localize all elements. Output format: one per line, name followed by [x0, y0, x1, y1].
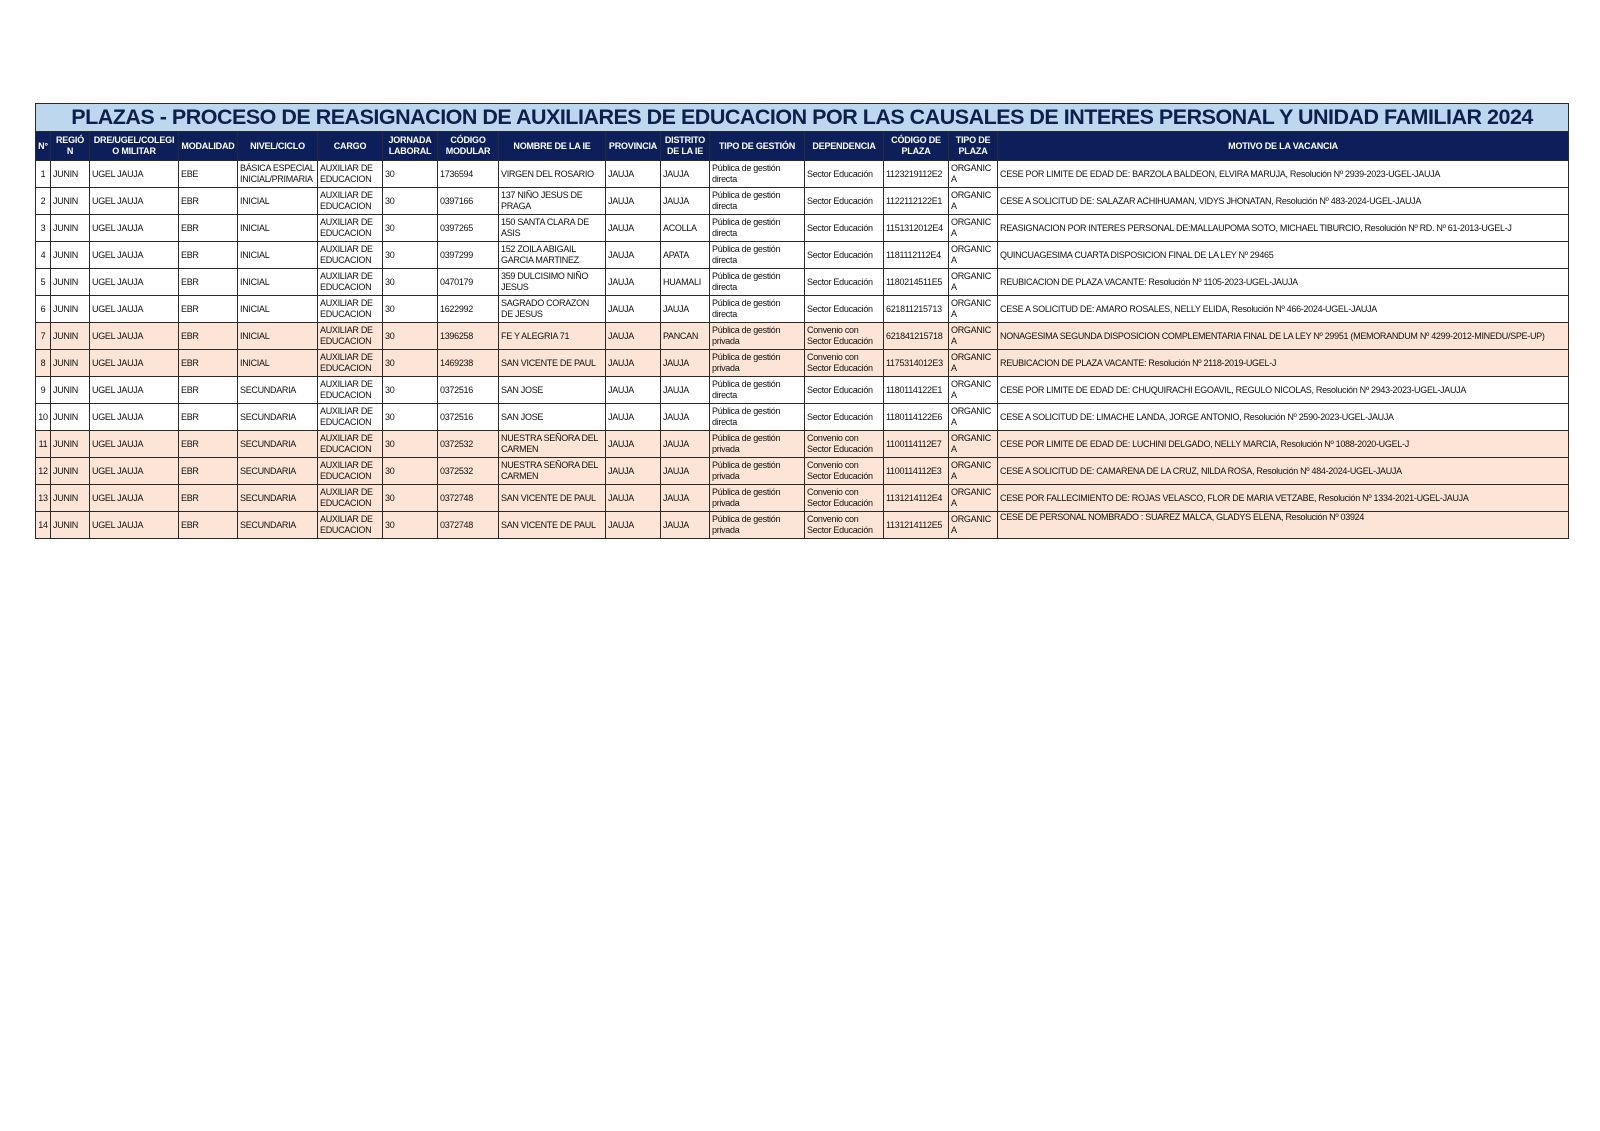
col-dependencia-cell: Convenio con Sector Educación: [805, 458, 884, 485]
table-row: [36, 350, 1569, 377]
col-numero-cell: 13: [36, 485, 51, 512]
col-codigo-plaza-header: CÓDIGO DE PLAZA: [884, 132, 949, 161]
col-codigo-plaza-cell: 1131214112E5: [884, 512, 949, 539]
table-title-text: PLAZAS - PROCESO DE REASIGNACION DE AUXILIARES DE EDUCACION POR LAS CAUSALES DE INTERES PERSONAL Y UNIDAD FAMILIAR 2024: [71, 105, 1533, 129]
table-row: [36, 161, 1569, 188]
col-distrito-cell: JAUJA: [661, 485, 710, 512]
col-ugel-cell: UGEL JAUJA: [90, 431, 179, 458]
col-codigo-modular-cell: 0372532: [438, 431, 499, 458]
col-provincia-header: PROVINCIA: [606, 132, 661, 161]
col-codigo-modular-cell: 0397166: [438, 188, 499, 215]
col-region-cell: JUNIN: [51, 161, 90, 188]
col-cargo-cell: AUXILIAR DE EDUCACION: [318, 161, 383, 188]
col-dependencia-header: DEPENDENCIA: [805, 132, 884, 161]
col-cargo-cell: AUXILIAR DE EDUCACION: [318, 350, 383, 377]
col-provincia-cell: JAUJA: [606, 404, 661, 431]
col-motivo-cell: CESE POR LIMITE DE EDAD DE: BARZOLA BALDEON, ELVIRA MARUJA, Resolución Nº 2939-2023-UGEL-JAUJA: [998, 161, 1569, 188]
col-region-cell: JUNIN: [51, 188, 90, 215]
col-codigo-modular-cell: 0470179: [438, 269, 499, 296]
col-numero-cell: 5: [36, 269, 51, 296]
col-tipo-plaza-cell: ORGANICA: [949, 350, 998, 377]
col-motivo-header: MOTIVO DE LA VACANCIA: [998, 132, 1569, 161]
col-numero-header: N°: [36, 132, 51, 161]
col-modalidad-cell: EBR: [179, 458, 238, 485]
col-distrito-cell: JAUJA: [661, 431, 710, 458]
col-modalidad-cell: EBR: [179, 404, 238, 431]
col-codigo-modular-cell: 1469238: [438, 350, 499, 377]
col-ugel-cell: UGEL JAUJA: [90, 296, 179, 323]
col-cargo-cell: AUXILIAR DE EDUCACION: [318, 215, 383, 242]
col-region-cell: JUNIN: [51, 512, 90, 539]
col-tipo-gestion-cell: Pública de gestión directa: [710, 269, 805, 296]
col-motivo-cell: CESE A SOLICITUD DE: CAMARENA DE LA CRUZ, NILDA ROSA, Resolución Nº 484-2024-UGEL-JAUJA: [998, 458, 1569, 485]
col-ugel-header: DRE/UGEL/COLEGIO MILITAR: [90, 132, 179, 161]
col-nombre-ie-cell: SAN JOSE: [499, 404, 606, 431]
col-motivo-cell: QUINCUAGESIMA CUARTA DISPOSICION FINAL DE LA LEY Nº 29465: [998, 242, 1569, 269]
col-tipo-plaza-cell: ORGANICA: [949, 161, 998, 188]
col-tipo-gestion-cell: Pública de gestión privada: [710, 458, 805, 485]
col-region-header: REGIÓN: [51, 132, 90, 161]
col-tipo-plaza-cell: ORGANICA: [949, 377, 998, 404]
col-provincia-cell: JAUJA: [606, 161, 661, 188]
col-modalidad-cell: EBR: [179, 188, 238, 215]
col-distrito-cell: JAUJA: [661, 512, 710, 539]
col-codigo-modular-cell: 1622992: [438, 296, 499, 323]
col-modalidad-cell: EBR: [179, 377, 238, 404]
col-tipo-gestion-cell: Pública de gestión directa: [710, 404, 805, 431]
col-nivel-cell: INICIAL: [238, 350, 318, 377]
col-tipo-plaza-header: TIPO DE PLAZA: [949, 132, 998, 161]
col-dependencia-cell: Sector Educación: [805, 215, 884, 242]
col-nombre-ie-cell: SAN VICENTE DE PAUL: [499, 350, 606, 377]
col-cargo-cell: AUXILIAR DE EDUCACION: [318, 404, 383, 431]
col-numero-cell: 14: [36, 512, 51, 539]
col-jornada-cell: 30: [383, 296, 438, 323]
col-nombre-ie-cell: 150 SANTA CLARA DE ASIS: [499, 215, 606, 242]
col-nombre-ie-cell: SAN VICENTE DE PAUL: [499, 485, 606, 512]
col-distrito-cell: JAUJA: [661, 296, 710, 323]
col-nivel-cell: SECUNDARIA: [238, 431, 318, 458]
col-codigo-plaza-cell: 1181112112E4: [884, 242, 949, 269]
col-codigo-plaza-cell: 1180114122E1: [884, 377, 949, 404]
col-nivel-cell: INICIAL: [238, 188, 318, 215]
col-provincia-cell: JAUJA: [606, 350, 661, 377]
col-motivo-cell: CESE POR LIMITE DE EDAD DE: LUCHINI DELGADO, NELLY MARCIA, Resolución Nº 1088-2020-UGEL-J: [998, 431, 1569, 458]
table-row: [36, 188, 1569, 215]
col-numero-cell: 8: [36, 350, 51, 377]
col-motivo-cell: REUBICACION DE PLAZA VACANTE: Resolución Nº 1105-2023-UGEL-JAUJA: [998, 269, 1569, 296]
col-provincia-cell: JAUJA: [606, 269, 661, 296]
col-numero-cell: 3: [36, 215, 51, 242]
col-nombre-ie-cell: NUESTRA SEÑORA DEL CARMEN: [499, 458, 606, 485]
col-distrito-cell: JAUJA: [661, 188, 710, 215]
col-provincia-cell: JAUJA: [606, 377, 661, 404]
col-codigo-plaza-cell: 621811215713: [884, 296, 949, 323]
table-title: [36, 104, 1569, 132]
col-cargo-cell: AUXILIAR DE EDUCACION: [318, 485, 383, 512]
col-codigo-plaza-cell: 621841215718: [884, 323, 949, 350]
col-codigo-modular-cell: 0372532: [438, 458, 499, 485]
col-nombre-ie-header: NOMBRE DE LA IE: [499, 132, 606, 161]
col-ugel-cell: UGEL JAUJA: [90, 323, 179, 350]
col-cargo-cell: AUXILIAR DE EDUCACION: [318, 377, 383, 404]
col-tipo-gestion-cell: Pública de gestión directa: [710, 242, 805, 269]
table-row: [36, 242, 1569, 269]
col-ugel-cell: UGEL JAUJA: [90, 458, 179, 485]
col-region-cell: JUNIN: [51, 242, 90, 269]
col-jornada-cell: 30: [383, 404, 438, 431]
col-ugel-cell: UGEL JAUJA: [90, 242, 179, 269]
col-modalidad-cell: EBR: [179, 350, 238, 377]
col-tipo-gestion-cell: Pública de gestión directa: [710, 377, 805, 404]
col-nivel-cell: INICIAL: [238, 215, 318, 242]
col-nombre-ie-cell: VIRGEN DEL ROSARIO: [499, 161, 606, 188]
col-codigo-plaza-cell: 1180214511E5: [884, 269, 949, 296]
col-tipo-gestion-cell: Pública de gestión directa: [710, 188, 805, 215]
col-dependencia-cell: Sector Educación: [805, 161, 884, 188]
col-modalidad-header: MODALIDAD: [179, 132, 238, 161]
col-modalidad-cell: EBR: [179, 215, 238, 242]
col-modalidad-cell: EBE: [179, 161, 238, 188]
col-nivel-cell: INICIAL: [238, 296, 318, 323]
col-numero-cell: 7: [36, 323, 51, 350]
col-ugel-cell: UGEL JAUJA: [90, 404, 179, 431]
col-jornada-cell: 30: [383, 431, 438, 458]
col-codigo-modular-cell: 0397265: [438, 215, 499, 242]
col-provincia-cell: JAUJA: [606, 296, 661, 323]
col-tipo-gestion-cell: Pública de gestión directa: [710, 296, 805, 323]
col-codigo-modular-header: CÓDIGO MODULAR: [438, 132, 499, 161]
col-cargo-cell: AUXILIAR DE EDUCACION: [318, 458, 383, 485]
col-provincia-cell: JAUJA: [606, 188, 661, 215]
col-nivel-cell: INICIAL: [238, 323, 318, 350]
col-nivel-cell: INICIAL: [238, 269, 318, 296]
col-distrito-cell: APATA: [661, 242, 710, 269]
col-codigo-plaza-cell: 1100114112E7: [884, 431, 949, 458]
col-tipo-gestion-cell: Pública de gestión privada: [710, 485, 805, 512]
col-cargo-cell: AUXILIAR DE EDUCACION: [318, 512, 383, 539]
col-cargo-cell: AUXILIAR DE EDUCACION: [318, 242, 383, 269]
col-modalidad-cell: EBR: [179, 512, 238, 539]
table-row: [36, 296, 1569, 323]
col-tipo-gestion-cell: Pública de gestión privada: [710, 431, 805, 458]
col-distrito-cell: JAUJA: [661, 350, 710, 377]
col-nombre-ie-cell: SAN JOSE: [499, 377, 606, 404]
col-provincia-cell: JAUJA: [606, 431, 661, 458]
col-jornada-header: JORNADA LABORAL: [383, 132, 438, 161]
col-jornada-cell: 30: [383, 269, 438, 296]
col-jornada-cell: 30: [383, 458, 438, 485]
table-row: [36, 512, 1569, 539]
col-codigo-plaza-cell: 1131214112E4: [884, 485, 949, 512]
col-tipo-plaza-cell: ORGANICA: [949, 431, 998, 458]
col-region-cell: JUNIN: [51, 377, 90, 404]
col-codigo-modular-cell: 1736594: [438, 161, 499, 188]
col-tipo-plaza-cell: ORGANICA: [949, 269, 998, 296]
col-distrito-cell: JAUJA: [661, 377, 710, 404]
col-tipo-plaza-cell: ORGANICA: [949, 323, 998, 350]
col-cargo-cell: AUXILIAR DE EDUCACION: [318, 431, 383, 458]
col-jornada-cell: 30: [383, 512, 438, 539]
col-motivo-cell: CESE POR LIMITE DE EDAD DE: CHUQUIRACHI EGOAVIL, REGULO NICOLAS, Resolución Nº 2943-2023-UGEL-JAUJA: [998, 377, 1569, 404]
col-jornada-cell: 30: [383, 188, 438, 215]
col-region-cell: JUNIN: [51, 458, 90, 485]
col-distrito-cell: HUAMALI: [661, 269, 710, 296]
col-modalidad-cell: EBR: [179, 296, 238, 323]
col-cargo-cell: AUXILIAR DE EDUCACION: [318, 188, 383, 215]
col-ugel-cell: UGEL JAUJA: [90, 512, 179, 539]
col-distrito-cell: JAUJA: [661, 458, 710, 485]
col-ugel-cell: UGEL JAUJA: [90, 485, 179, 512]
col-codigo-plaza-cell: 1122112122E1: [884, 188, 949, 215]
col-region-cell: JUNIN: [51, 269, 90, 296]
col-tipo-gestion-cell: Pública de gestión privada: [710, 350, 805, 377]
col-cargo-cell: AUXILIAR DE EDUCACION: [318, 269, 383, 296]
col-nombre-ie-cell: SAGRADO CORAZON DE JESUS: [499, 296, 606, 323]
col-nivel-cell: SECUNDARIA: [238, 512, 318, 539]
col-tipo-plaza-cell: ORGANICA: [949, 512, 998, 539]
col-region-cell: JUNIN: [51, 404, 90, 431]
col-tipo-gestion-cell: Pública de gestión directa: [710, 215, 805, 242]
col-codigo-plaza-cell: 1100114112E3: [884, 458, 949, 485]
col-dependencia-cell: Convenio con Sector Educación: [805, 323, 884, 350]
col-nivel-cell: INICIAL: [238, 242, 318, 269]
col-motivo-cell: NONAGESIMA SEGUNDA DISPOSICION COMPLEMENTARIA FINAL DE LA LEY Nº 29951 (MEMORANDUM Nº 4299-2012-MINEDU/SPE-UP): [998, 323, 1569, 350]
col-distrito-cell: JAUJA: [661, 161, 710, 188]
col-nombre-ie-cell: FE Y ALEGRIA 71: [499, 323, 606, 350]
col-numero-cell: 10: [36, 404, 51, 431]
col-tipo-plaza-cell: ORGANICA: [949, 404, 998, 431]
col-cargo-header: CARGO: [318, 132, 383, 161]
col-codigo-modular-cell: 0372748: [438, 485, 499, 512]
header-row: [36, 132, 1569, 161]
table-row: [36, 404, 1569, 431]
col-tipo-plaza-cell: ORGANICA: [949, 485, 998, 512]
col-nivel-cell: BÁSICA ESPECIAL INICIAL/PRIMARIA: [238, 161, 318, 188]
col-jornada-cell: 30: [383, 242, 438, 269]
col-dependencia-cell: Sector Educación: [805, 242, 884, 269]
col-region-cell: JUNIN: [51, 323, 90, 350]
table-row: [36, 485, 1569, 512]
col-distrito-cell: PANCAN: [661, 323, 710, 350]
col-codigo-plaza-cell: 1151312012E4: [884, 215, 949, 242]
col-tipo-gestion-cell: Pública de gestión directa: [710, 161, 805, 188]
col-provincia-cell: JAUJA: [606, 242, 661, 269]
col-dependencia-cell: Sector Educación: [805, 188, 884, 215]
col-motivo-cell: REUBICACION DE PLAZA VACANTE: Resolución Nº 2118-2019-UGEL-J: [998, 350, 1569, 377]
col-jornada-cell: 30: [383, 350, 438, 377]
col-provincia-cell: JAUJA: [606, 512, 661, 539]
col-region-cell: JUNIN: [51, 431, 90, 458]
table-row: [36, 269, 1569, 296]
plazas-table: [35, 103, 1569, 539]
col-provincia-cell: JAUJA: [606, 458, 661, 485]
col-nivel-cell: SECUNDARIA: [238, 404, 318, 431]
col-ugel-cell: UGEL JAUJA: [90, 377, 179, 404]
col-motivo-cell: CESE DE PERSONAL NOMBRADO : SUAREZ MALCA, GLADYS ELENA, Resolución Nº 03924: [998, 512, 1569, 539]
col-cargo-cell: AUXILIAR DE EDUCACION: [318, 296, 383, 323]
col-jornada-cell: 30: [383, 161, 438, 188]
col-nombre-ie-cell: 152 ZOILA ABIGAIL GARCIA MARTINEZ: [499, 242, 606, 269]
col-nivel-cell: SECUNDARIA: [238, 485, 318, 512]
col-jornada-cell: 30: [383, 485, 438, 512]
col-tipo-plaza-cell: ORGANICA: [949, 458, 998, 485]
col-numero-cell: 2: [36, 188, 51, 215]
col-modalidad-cell: EBR: [179, 242, 238, 269]
col-modalidad-cell: EBR: [179, 269, 238, 296]
col-numero-cell: 11: [36, 431, 51, 458]
table-body: [36, 161, 1569, 539]
col-distrito-cell: ACOLLA: [661, 215, 710, 242]
col-nivel-header: NIVEL/CICLO: [238, 132, 318, 161]
col-motivo-cell: CESE POR FALLECIMIENTO DE: ROJAS VELASCO, FLOR DE MARIA VETZABE, Resolución Nº 1334-2021-UGEL-JAUJA: [998, 485, 1569, 512]
col-provincia-cell: JAUJA: [606, 323, 661, 350]
col-nombre-ie-cell: 359 DULCISIMO NIÑO JESUS: [499, 269, 606, 296]
col-jornada-cell: 30: [383, 377, 438, 404]
col-provincia-cell: JAUJA: [606, 215, 661, 242]
col-tipo-plaza-cell: ORGANICA: [949, 188, 998, 215]
table-row: [36, 215, 1569, 242]
col-tipo-plaza-cell: ORGANICA: [949, 242, 998, 269]
col-motivo-cell: CESE A SOLICITUD DE: AMARO ROSALES, NELLY ELIDA, Resolución Nº 466-2024-UGEL-JAUJA: [998, 296, 1569, 323]
table-row: [36, 431, 1569, 458]
col-distrito-cell: JAUJA: [661, 404, 710, 431]
col-jornada-cell: 30: [383, 215, 438, 242]
plazas-sheet: [35, 103, 1568, 539]
col-modalidad-cell: EBR: [179, 431, 238, 458]
col-tipo-gestion-cell: Pública de gestión privada: [710, 512, 805, 539]
col-codigo-plaza-cell: 1123219112E2: [884, 161, 949, 188]
col-codigo-plaza-cell: 1180114122E6: [884, 404, 949, 431]
col-codigo-modular-cell: 0372748: [438, 512, 499, 539]
col-numero-cell: 1: [36, 161, 51, 188]
col-modalidad-cell: EBR: [179, 323, 238, 350]
col-dependencia-cell: Sector Educación: [805, 404, 884, 431]
col-tipo-gestion-cell: Pública de gestión privada: [710, 323, 805, 350]
col-nombre-ie-cell: NUESTRA SEÑORA DEL CARMEN: [499, 431, 606, 458]
col-codigo-modular-cell: 0372516: [438, 377, 499, 404]
table-row: [36, 458, 1569, 485]
col-motivo-cell: CESE A SOLICITUD DE: LIMACHE LANDA, JORGE ANTONIO, Resolución Nº 2590-2023-UGEL-JAUJA: [998, 404, 1569, 431]
col-tipo-plaza-cell: ORGANICA: [949, 215, 998, 242]
col-dependencia-cell: Convenio con Sector Educación: [805, 485, 884, 512]
col-nombre-ie-cell: 137 NIÑO JESUS DE PRAGA: [499, 188, 606, 215]
col-ugel-cell: UGEL JAUJA: [90, 215, 179, 242]
col-numero-cell: 6: [36, 296, 51, 323]
col-numero-cell: 4: [36, 242, 51, 269]
col-ugel-cell: UGEL JAUJA: [90, 350, 179, 377]
col-distrito-header: DISTRITO DE LA IE: [661, 132, 710, 161]
col-dependencia-cell: Sector Educación: [805, 377, 884, 404]
col-codigo-plaza-cell: 1175314012E3: [884, 350, 949, 377]
col-codigo-modular-cell: 0397299: [438, 242, 499, 269]
col-ugel-cell: UGEL JAUJA: [90, 161, 179, 188]
col-region-cell: JUNIN: [51, 350, 90, 377]
col-numero-cell: 9: [36, 377, 51, 404]
col-jornada-cell: 30: [383, 323, 438, 350]
col-nivel-cell: SECUNDARIA: [238, 458, 318, 485]
col-dependencia-cell: Convenio con Sector Educación: [805, 431, 884, 458]
col-ugel-cell: UGEL JAUJA: [90, 188, 179, 215]
col-codigo-modular-cell: 0372516: [438, 404, 499, 431]
col-numero-cell: 12: [36, 458, 51, 485]
col-dependencia-cell: Sector Educación: [805, 269, 884, 296]
col-nombre-ie-cell: SAN VICENTE DE PAUL: [499, 512, 606, 539]
table-row: [36, 323, 1569, 350]
col-region-cell: JUNIN: [51, 485, 90, 512]
col-cargo-cell: AUXILIAR DE EDUCACION: [318, 323, 383, 350]
col-motivo-cell: REASIGNACION POR INTERES PERSONAL DE:MALLAUPOMA SOTO, MICHAEL TIBURCIO, Resolución Nº RD. Nº 61-2013-UGEL-J: [998, 215, 1569, 242]
col-nivel-cell: SECUNDARIA: [238, 377, 318, 404]
col-ugel-cell: UGEL JAUJA: [90, 269, 179, 296]
col-codigo-modular-cell: 1396258: [438, 323, 499, 350]
col-dependencia-cell: Convenio con Sector Educación: [805, 350, 884, 377]
col-motivo-cell: CESE A SOLICITUD DE: SALAZAR ACHIHUAMAN, VIDYS JHONATAN, Resolución Nº 483-2024-UGEL-JAUJA: [998, 188, 1569, 215]
col-dependencia-cell: Sector Educación: [805, 296, 884, 323]
title-row: [36, 104, 1569, 132]
col-modalidad-cell: EBR: [179, 485, 238, 512]
col-provincia-cell: JAUJA: [606, 485, 661, 512]
col-dependencia-cell: Convenio con Sector Educación: [805, 512, 884, 539]
col-region-cell: JUNIN: [51, 215, 90, 242]
col-region-cell: JUNIN: [51, 296, 90, 323]
col-tipo-plaza-cell: ORGANICA: [949, 296, 998, 323]
table-row: [36, 377, 1569, 404]
col-tipo-gestion-header: TIPO DE GESTIÓN: [710, 132, 805, 161]
